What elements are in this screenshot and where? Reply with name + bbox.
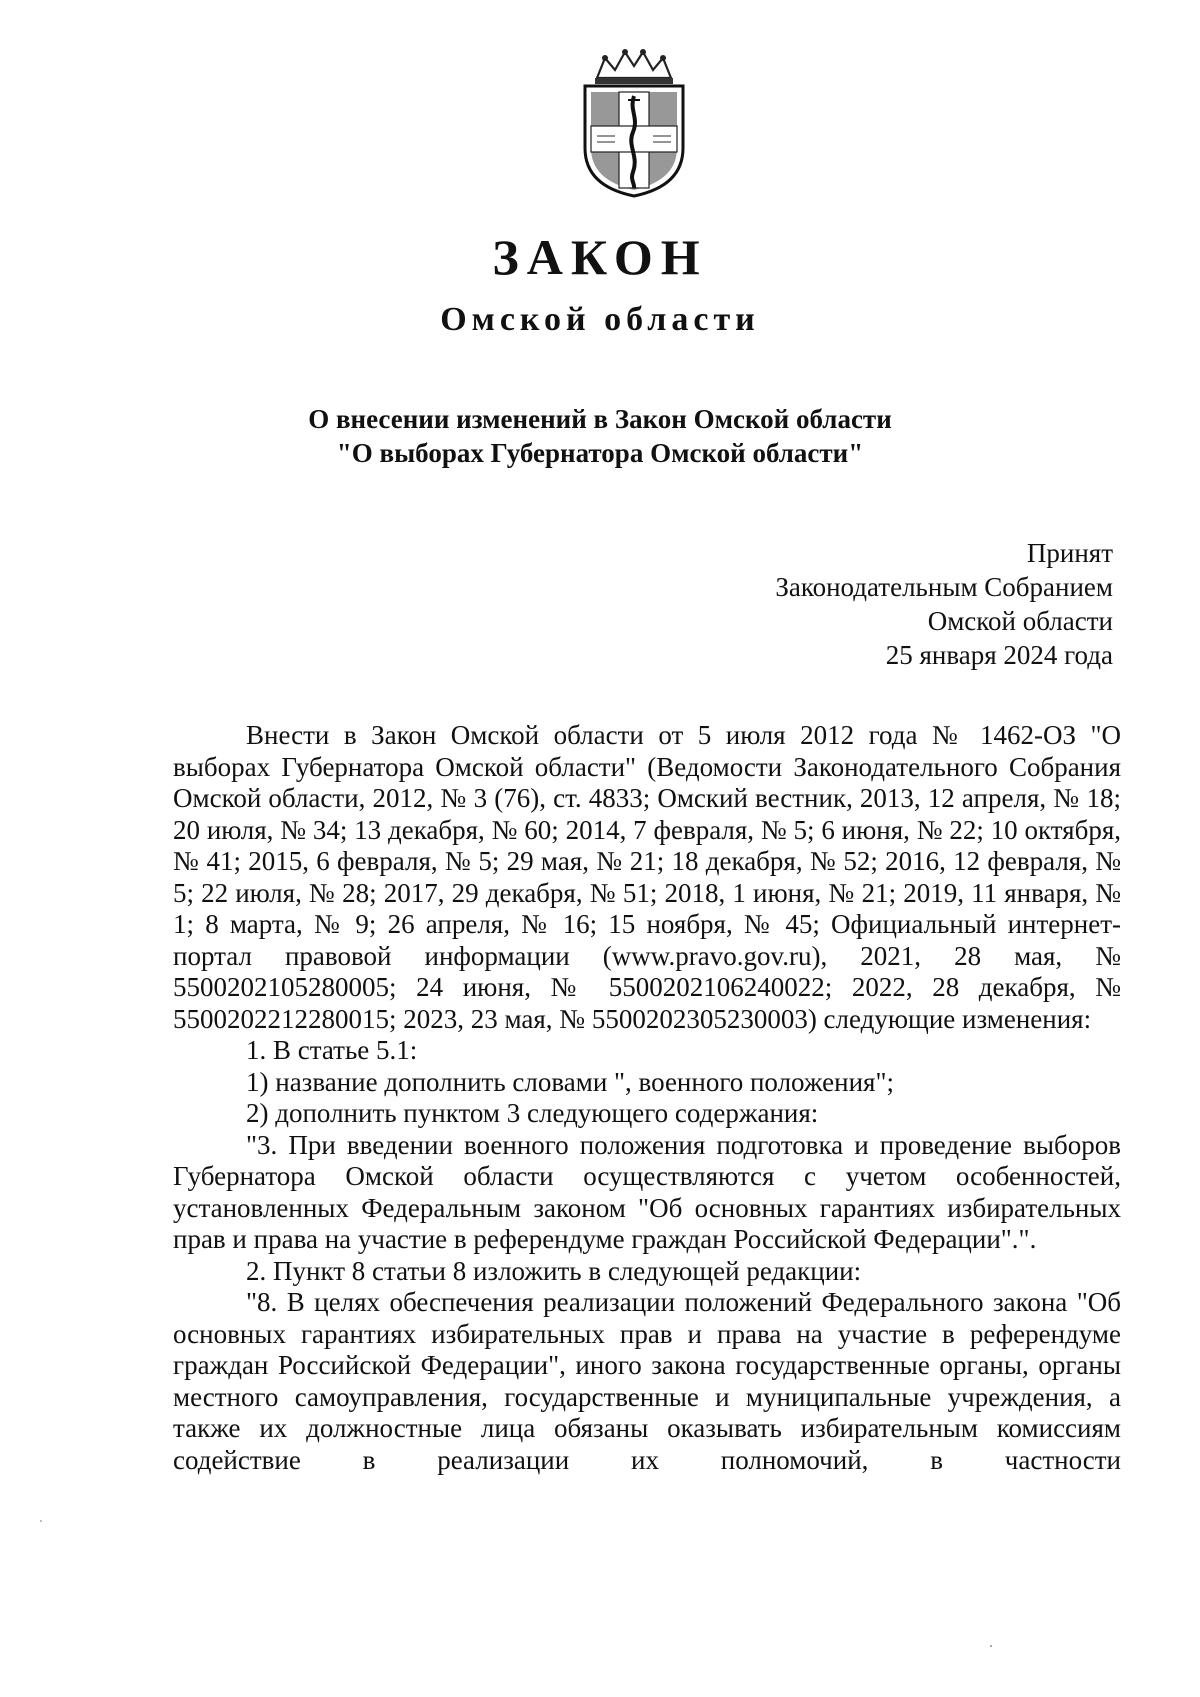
adoption-block <box>775 536 1113 672</box>
adoption-line-1: Принят <box>1026 538 1113 568</box>
law-name <box>0 402 1200 470</box>
adoption-line-3: Омской области <box>927 606 1113 636</box>
law-name-line-2: "О выборах Губернатора Омской области" <box>336 438 864 468</box>
intro-paragraph: Внести в Закон Омской области от 5 июля 2012 года № 1462-ОЗ "О выборах Губернатора Омской области" (Ведомости Законодательного Собрания Омской области, 2012, № 3 (76), ст. 4833; Омский вестник, 2013, 12 апреля, № 18; 20 июля, № 34; 13 декабря, № 60; 2014, 7 февраля, № 5; 6 июня, № 22; 10 октября, № 41; 2015, 6 февраля, № 5; 29 мая, № 21; 18 декабря, № 52; 2016, 12 февраля, № 5; 22 июля, № 28; 2017, 29 декабря, № 51; 2018, 1 июня, № 21; 2019, 11 января, № 1; 8 марта, № 9; 26 апреля, № 16; 15 ноября, № 45; Официальный интернет-портал правовой информации (www.pravo.gov.ru), 2021, 28 мая, № 5500202105280005; 24 июня, № 5500202106240022; 2022, 28 декабря, № 5500202212280015; 2023, 23 мая, № 5500202305230003) следующие изменения: <box>173 720 1121 1034</box>
adoption-line-2: Законодательным Собранием <box>775 572 1113 602</box>
item-1-subitem-2: 2) дополнить пунктом 3 следующего содержания: <box>246 1098 819 1128</box>
item-2: 2. Пункт 8 статьи 8 изложить в следующей редакции: <box>246 1255 862 1286</box>
law-name-line-1: О внесении изменений в Закон Омской области <box>308 404 892 434</box>
document-title: ЗАКОН <box>492 229 708 285</box>
adoption-date: 25 января 2024 года <box>885 640 1113 670</box>
quoted-point-3: "3. При введении военного положения подготовка и проведение выборов Губернатора Омской области осуществляются с учетом особенностей, установленных Федеральным законом "Об основных гарантиях избирательных прав и права на участие в референдуме граждан Российской Федерации".". <box>173 1129 1121 1254</box>
quoted-point-8: "8. В целях обеспечения реализации положений Федерального закона "Об основных гарантиях избирательных прав и права на участие в референдуме граждан Российской Федерации", иного закона государственные органы, органы местного самоуправления, государственные и муниципальные учреждения, а также их должностные лица обязаны оказывать избирательным комиссиям содействие в реализации их полномочий, в частности <box>173 1287 1121 1475</box>
item-1-subitem-1: 1) название дополнить словами ", военного положения"; <box>246 1066 894 1097</box>
law-body <box>173 720 1121 1476</box>
scan-speck <box>990 1645 992 1647</box>
document-subtitle: Омской области <box>440 301 760 338</box>
scan-speck <box>40 1520 42 1522</box>
item-1: 1. В статье 5.1: <box>246 1035 418 1065</box>
coat-of-arms-icon <box>575 48 693 198</box>
